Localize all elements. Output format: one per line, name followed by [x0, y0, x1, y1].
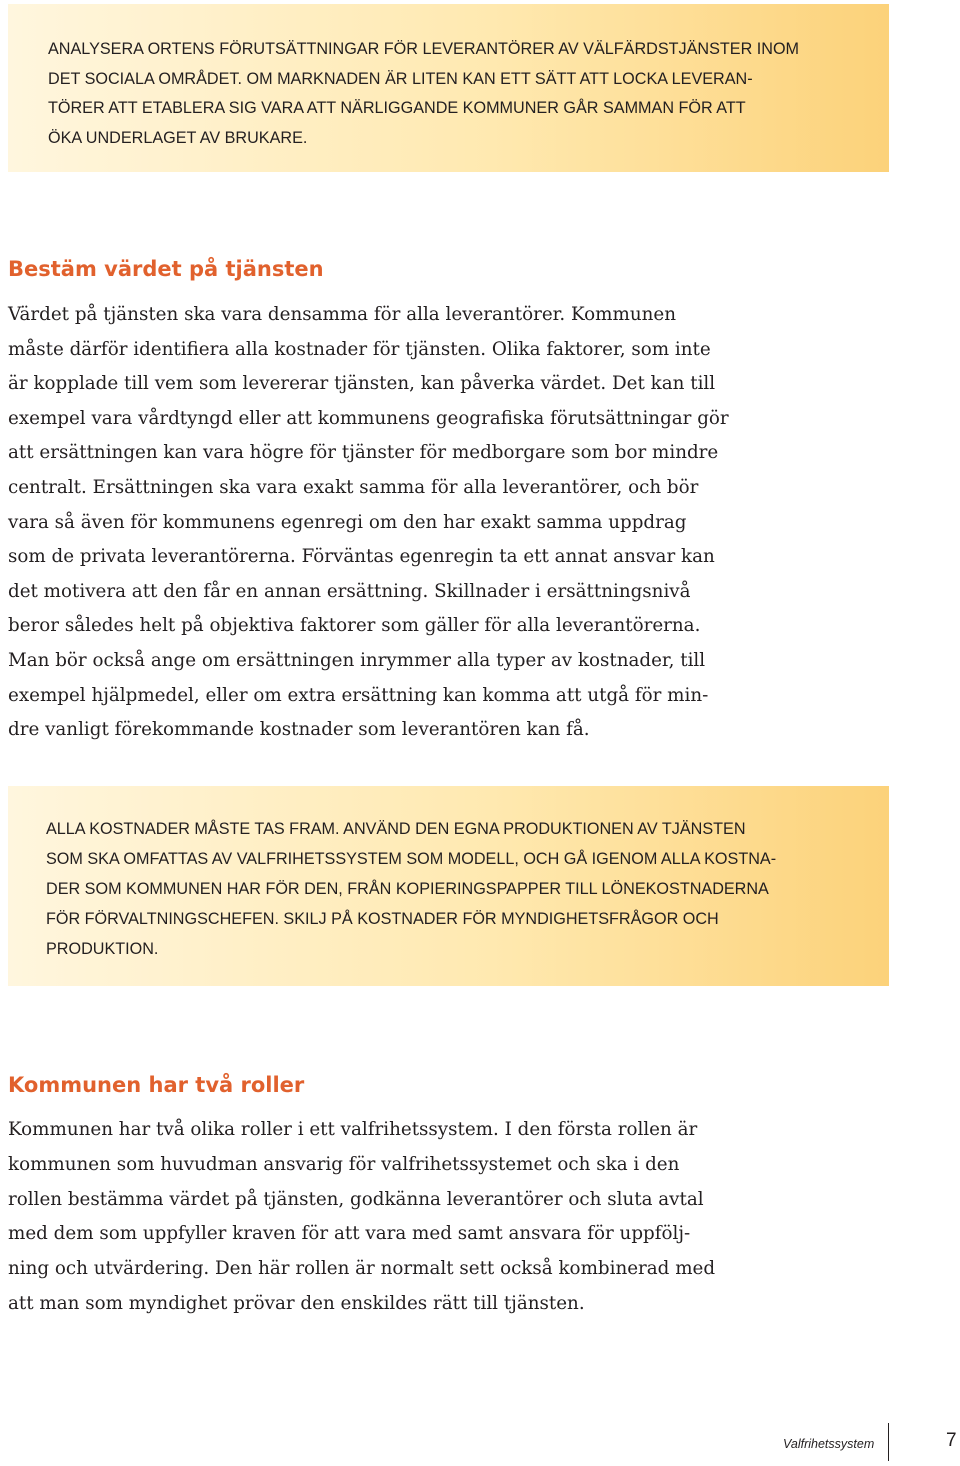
- page-number: 7: [946, 1430, 957, 1451]
- body-line: exempel vara vårdtyngd eller att kommunens geografiska förutsättningar gör: [8, 407, 729, 429]
- section-body: [8, 298, 729, 748]
- callout-box: [8, 786, 889, 986]
- callout-line: ANALYSERA ORTENS FÖRUTSÄTTNINGAR FÖR LEVERANTÖRER AV VÄLFÄRDSTJÄNSTER INOM: [48, 40, 800, 58]
- callout-line: PRODUKTION.: [46, 940, 159, 958]
- body-line: beror således helt på objektiva faktorer som gäller för alla leverantörerna.: [8, 615, 701, 637]
- callout-box: [8, 4, 889, 172]
- body-line: exempel hjälpmedel, eller om extra ersättning kan komma att utgå för min-: [8, 684, 709, 706]
- section-heading: Kommunen har två roller: [8, 1073, 305, 1097]
- callout-line: DER SOM KOMMUNEN HAR FÖR DEN, FRÅN KOPIERINGSPAPPER TILL LÖNEKOSTNADERNA: [46, 880, 769, 898]
- body-line: att man som myndighet prövar den enskildes rätt till tjänsten.: [8, 1292, 585, 1314]
- callout-line: SOM SKA OMFATTAS AV VALFRIHETSSYSTEM SOM MODELL, OCH GÅ IGENOM ALLA KOSTNA-: [46, 850, 777, 868]
- body-line: dre vanligt förekommande kostnader som leverantören kan få.: [8, 719, 590, 741]
- callout-line: ÖKA UNDERLAGET AV BRUKARE.: [48, 128, 308, 147]
- body-line: kommunen som huvudman ansvarig för valfrihetssystemet och ska i den: [8, 1153, 680, 1175]
- section-heading: Bestäm värdet på tjänsten: [8, 257, 324, 281]
- body-line: med dem som uppfyller kraven för att vara med samt ansvara för uppfölj-: [8, 1223, 691, 1245]
- body-line: ning och utvärdering. Den här rollen är normalt sett också kombinerad med: [8, 1258, 716, 1280]
- body-line: är kopplade till vem som levererar tjänsten, kan påverka värdet. Det kan till: [8, 373, 716, 395]
- callout-line: ALLA KOSTNADER MÅSTE TAS FRAM. ANVÄND DEN EGNA PRODUKTIONEN AV TJÄNSTEN: [46, 820, 746, 838]
- body-line: det motivera att den får en annan ersättning. Skillnader i ersättningsnivå: [8, 580, 691, 602]
- body-line: måste därför identifiera alla kostnader för tjänsten. Olika faktorer, som inte: [8, 338, 711, 360]
- body-line: att ersättningen kan vara högre för tjänster för medborgare som bor mindre: [8, 442, 719, 464]
- body-line: Kommunen har två olika roller i ett valfrihetssystem. I den första rollen är: [8, 1119, 698, 1140]
- body-line: Värdet på tjänsten ska vara densamma för alla leverantörer. Kommunen: [8, 304, 676, 325]
- callout-line: TÖRER ATT ETABLERA SIG VARA ATT NÄRLIGGANDE KOMMUNER GÅR SAMMAN FÖR ATT: [48, 99, 746, 118]
- body-line: centralt. Ersättningen ska vara exakt samma för alla leverantörer, och bör: [8, 476, 699, 498]
- callout-line: DET SOCIALA OMRÅDET. OM MARKNADEN ÄR LITEN KAN ETT SÄTT ATT LOCKA LEVERAN-: [48, 69, 753, 88]
- body-line: Man bör också ange om ersättningen inrymmer alla typer av kostnader, till: [8, 649, 706, 671]
- footer-divider: [888, 1423, 889, 1461]
- callout-line: FÖR FÖRVALTNINGSCHEFEN. SKILJ PÅ KOSTNADER FÖR MYNDIGHETSFRÅGOR OCH: [46, 910, 719, 928]
- footer-label: Valfrihetssystem: [783, 1437, 875, 1451]
- body-line: rollen bestämma värdet på tjänsten, godkänna leverantörer och sluta avtal: [8, 1188, 704, 1210]
- body-line: vara så även för kommunens egenregi om den har exakt samma uppdrag: [8, 511, 687, 533]
- body-line: som de privata leverantörerna. Förväntas egenregin ta ett annat ansvar kan: [8, 546, 715, 568]
- section-body: [8, 1113, 715, 1322]
